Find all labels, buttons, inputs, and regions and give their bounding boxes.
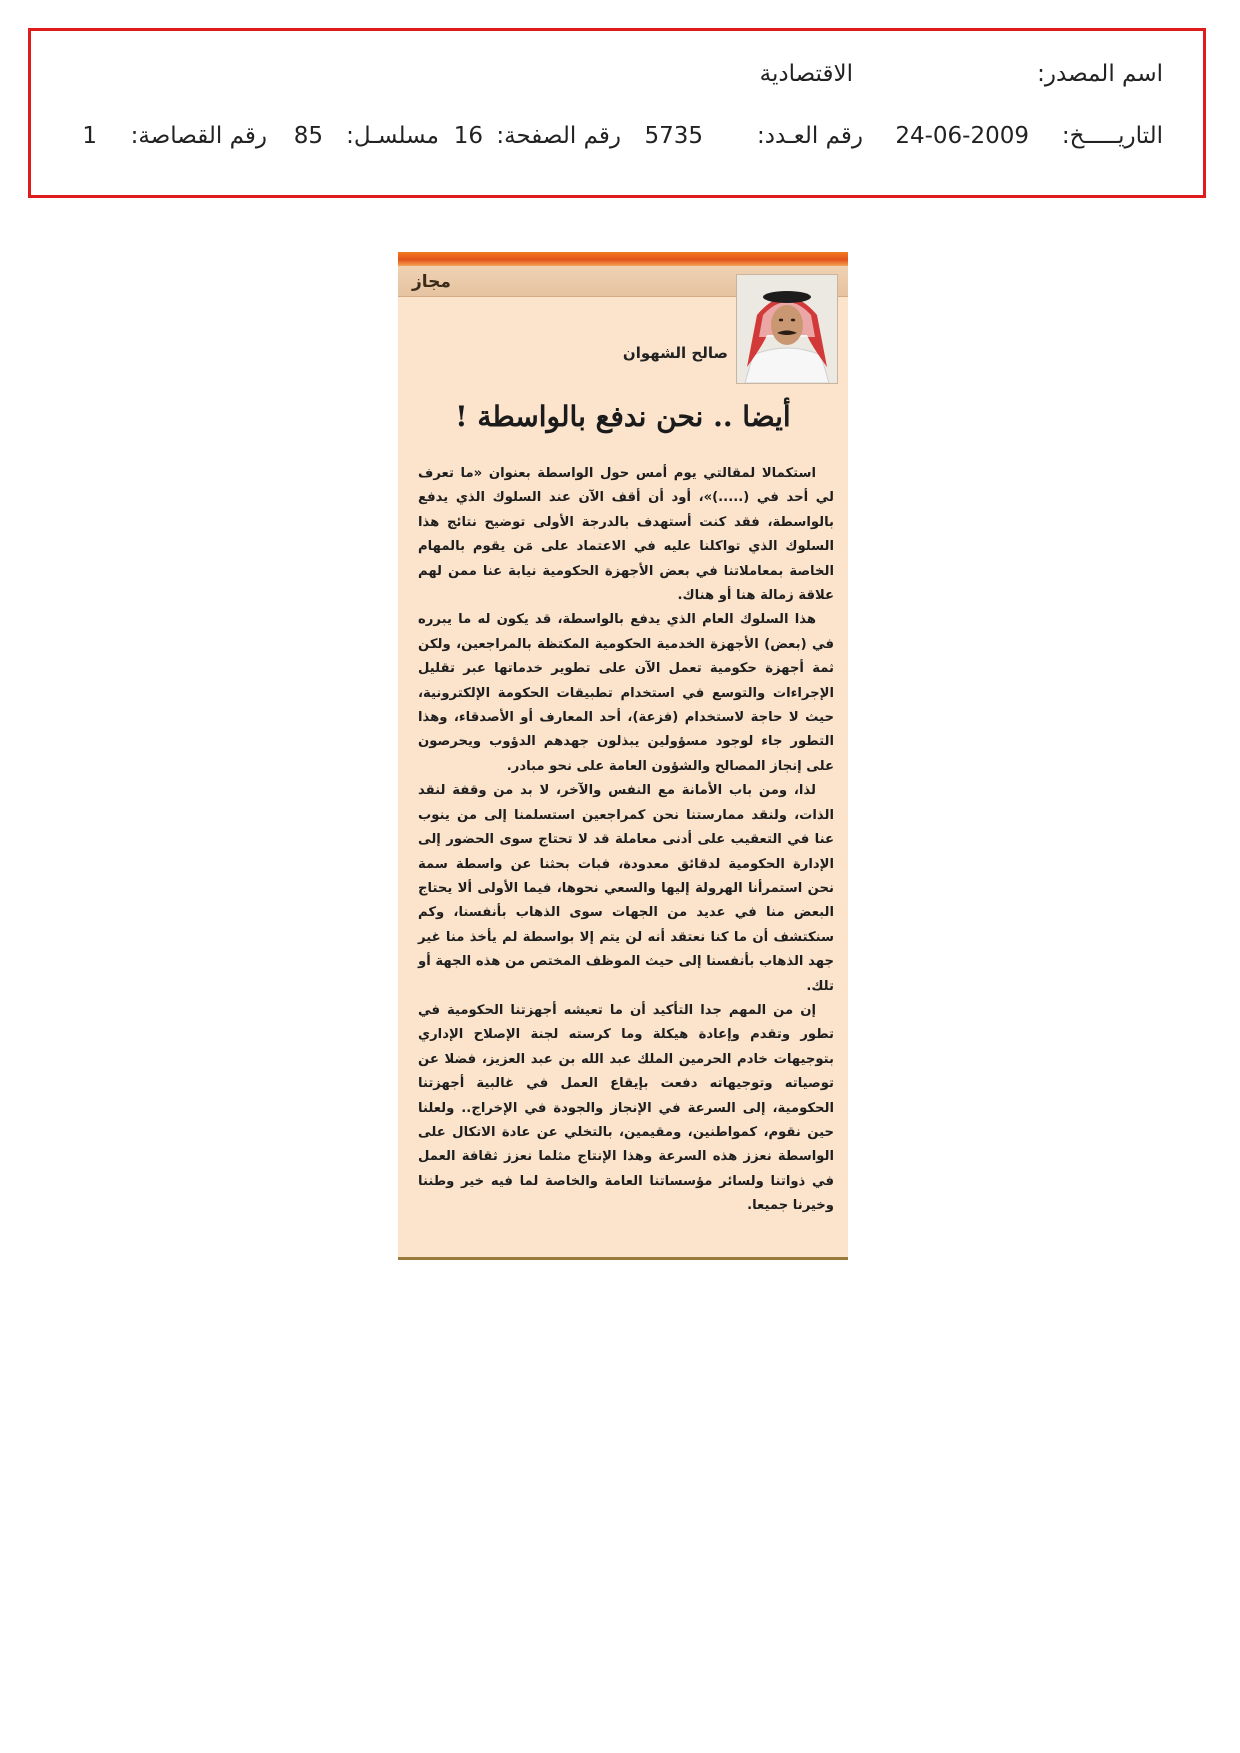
newspaper-clipping bbox=[398, 252, 848, 1260]
serial-value: 85 bbox=[293, 123, 323, 149]
source-label: اسم المصدر: bbox=[1037, 61, 1163, 87]
page-value: 16 bbox=[453, 123, 483, 149]
date-label: التاريـــــخ: bbox=[1061, 123, 1163, 149]
metadata-box bbox=[28, 28, 1206, 198]
page-label: رقم الصفحة: bbox=[496, 123, 621, 149]
article-title: أيضا .. نحن ندفع بالواسطة ! bbox=[455, 400, 791, 433]
article-body bbox=[418, 462, 834, 1219]
author-name: صالح الشهوان bbox=[622, 344, 728, 362]
source-value: الاقتصادية bbox=[759, 61, 853, 87]
article-paragraph: استكمالا لمقالتي يوم أمس حول الواسطة بعنوان «ما تعرف لي أحد في (.....)»، أود أن أقف الآن عند السلوك الذي يدفع بالواسطة، فقد كنت أستهدف بالدرجة الأولى توضيح نتائج هذا السلوك الذي تواكلنا عليه في الاعتماد على مَن يقوم بالمهام الخاصة بمعاملاتنا في بعض الأجهزة الحكومية نيابة عنا ممن لهم علاقة زمالة هنا أو هناك. bbox=[418, 466, 834, 604]
issue-value: 5735 bbox=[644, 123, 703, 149]
issue-label: رقم العـدد: bbox=[756, 123, 863, 149]
clipping-value: 1 bbox=[82, 123, 97, 149]
author-portrait-icon bbox=[737, 275, 837, 383]
article-paragraph: إن من المهم جدا التأكيد أن ما تعيشه أجهزتنا الحكومية في تطور وتقدم وإعادة هيكلة وما كرسته لجنة الإصلاح الإداري بتوجيهات خادم الحرمين الملك عبد الله بن عبد العزيز، فضلا عن توصياته وتوجيهاته دفعت بإيقاع العمل في غالبية أجهزتنا الحكومية، إلى السرعة في الإنجاز والجودة في الإخراج.. ولعلنا حين نقوم، كمواطنين، ومقيمين، بالتخلي عن عادة الاتكال على الواسطة نعزز هذه السرعة وهذا الإنتاج مثلما نعزز ثقافة العمل في ذواتنا ولسائر مؤسساتنا العامة والخاصة لما فيه خير وطننا وخيرنا جميعا. bbox=[418, 1002, 834, 1214]
serial-label: مسلسـل: bbox=[346, 123, 439, 149]
article-paragraph: هذا السلوك العام الذي يدفع بالواسطة، قد يكون له ما يبرره في (بعض) الأجهزة الخدمية الحكومية المكتظة بالمراجعين، ولكن ثمة أجهزة حكومية تعمل الآن على تطوير خدماتها عبر تقليل الإجراءات والتوسع في استخدام تطبيقات الحكومة الإلكترونية، حيث لا حاجة لاستخدام (فزعة)، أحد المعارف أو الأصدقاء، وهذا التطور جاء لوجود مسؤولين يبذلون جهدهم الدؤوب ويحرصون على إنجاز المصالح والشؤون العامة على نحو مبادر. bbox=[418, 612, 834, 774]
article-paragraph: لذا، ومن باب الأمانة مع النفس والآخر، لا بد من وقفة لنقد الذات، ولنقد ممارستنا نحن كمراجعين استسلمنا إلى من ينوب عنا في التعقيب على أدنى معاملة قد لا تحتاج سوى الحضور إلى الإدارة الحكومية لدقائق معدودة، فبات بحثنا عن واسطة سمة نحن استمرأنا الهرولة إليها والسعي نحوها، فيما الأولى ألا يحتاج البعض منا في عديد من الجهات سوى الذهاب بأنفسنا، وكم سنكتشف أن ما كنا نعتقد أنه لن يتم إلا بواسطة لم يأخذ منا غير جهد الذهاب بأنفسنا إلى حيث الموظف المختص من هذه الجهة أو تلك. bbox=[418, 783, 834, 994]
date-value: 24-06-2009 bbox=[895, 123, 1029, 149]
author-photo bbox=[736, 274, 838, 384]
clipping-top-stripe bbox=[398, 252, 848, 266]
column-name: مجاز bbox=[412, 272, 451, 292]
clipping-label: رقم القصاصة: bbox=[130, 123, 267, 149]
